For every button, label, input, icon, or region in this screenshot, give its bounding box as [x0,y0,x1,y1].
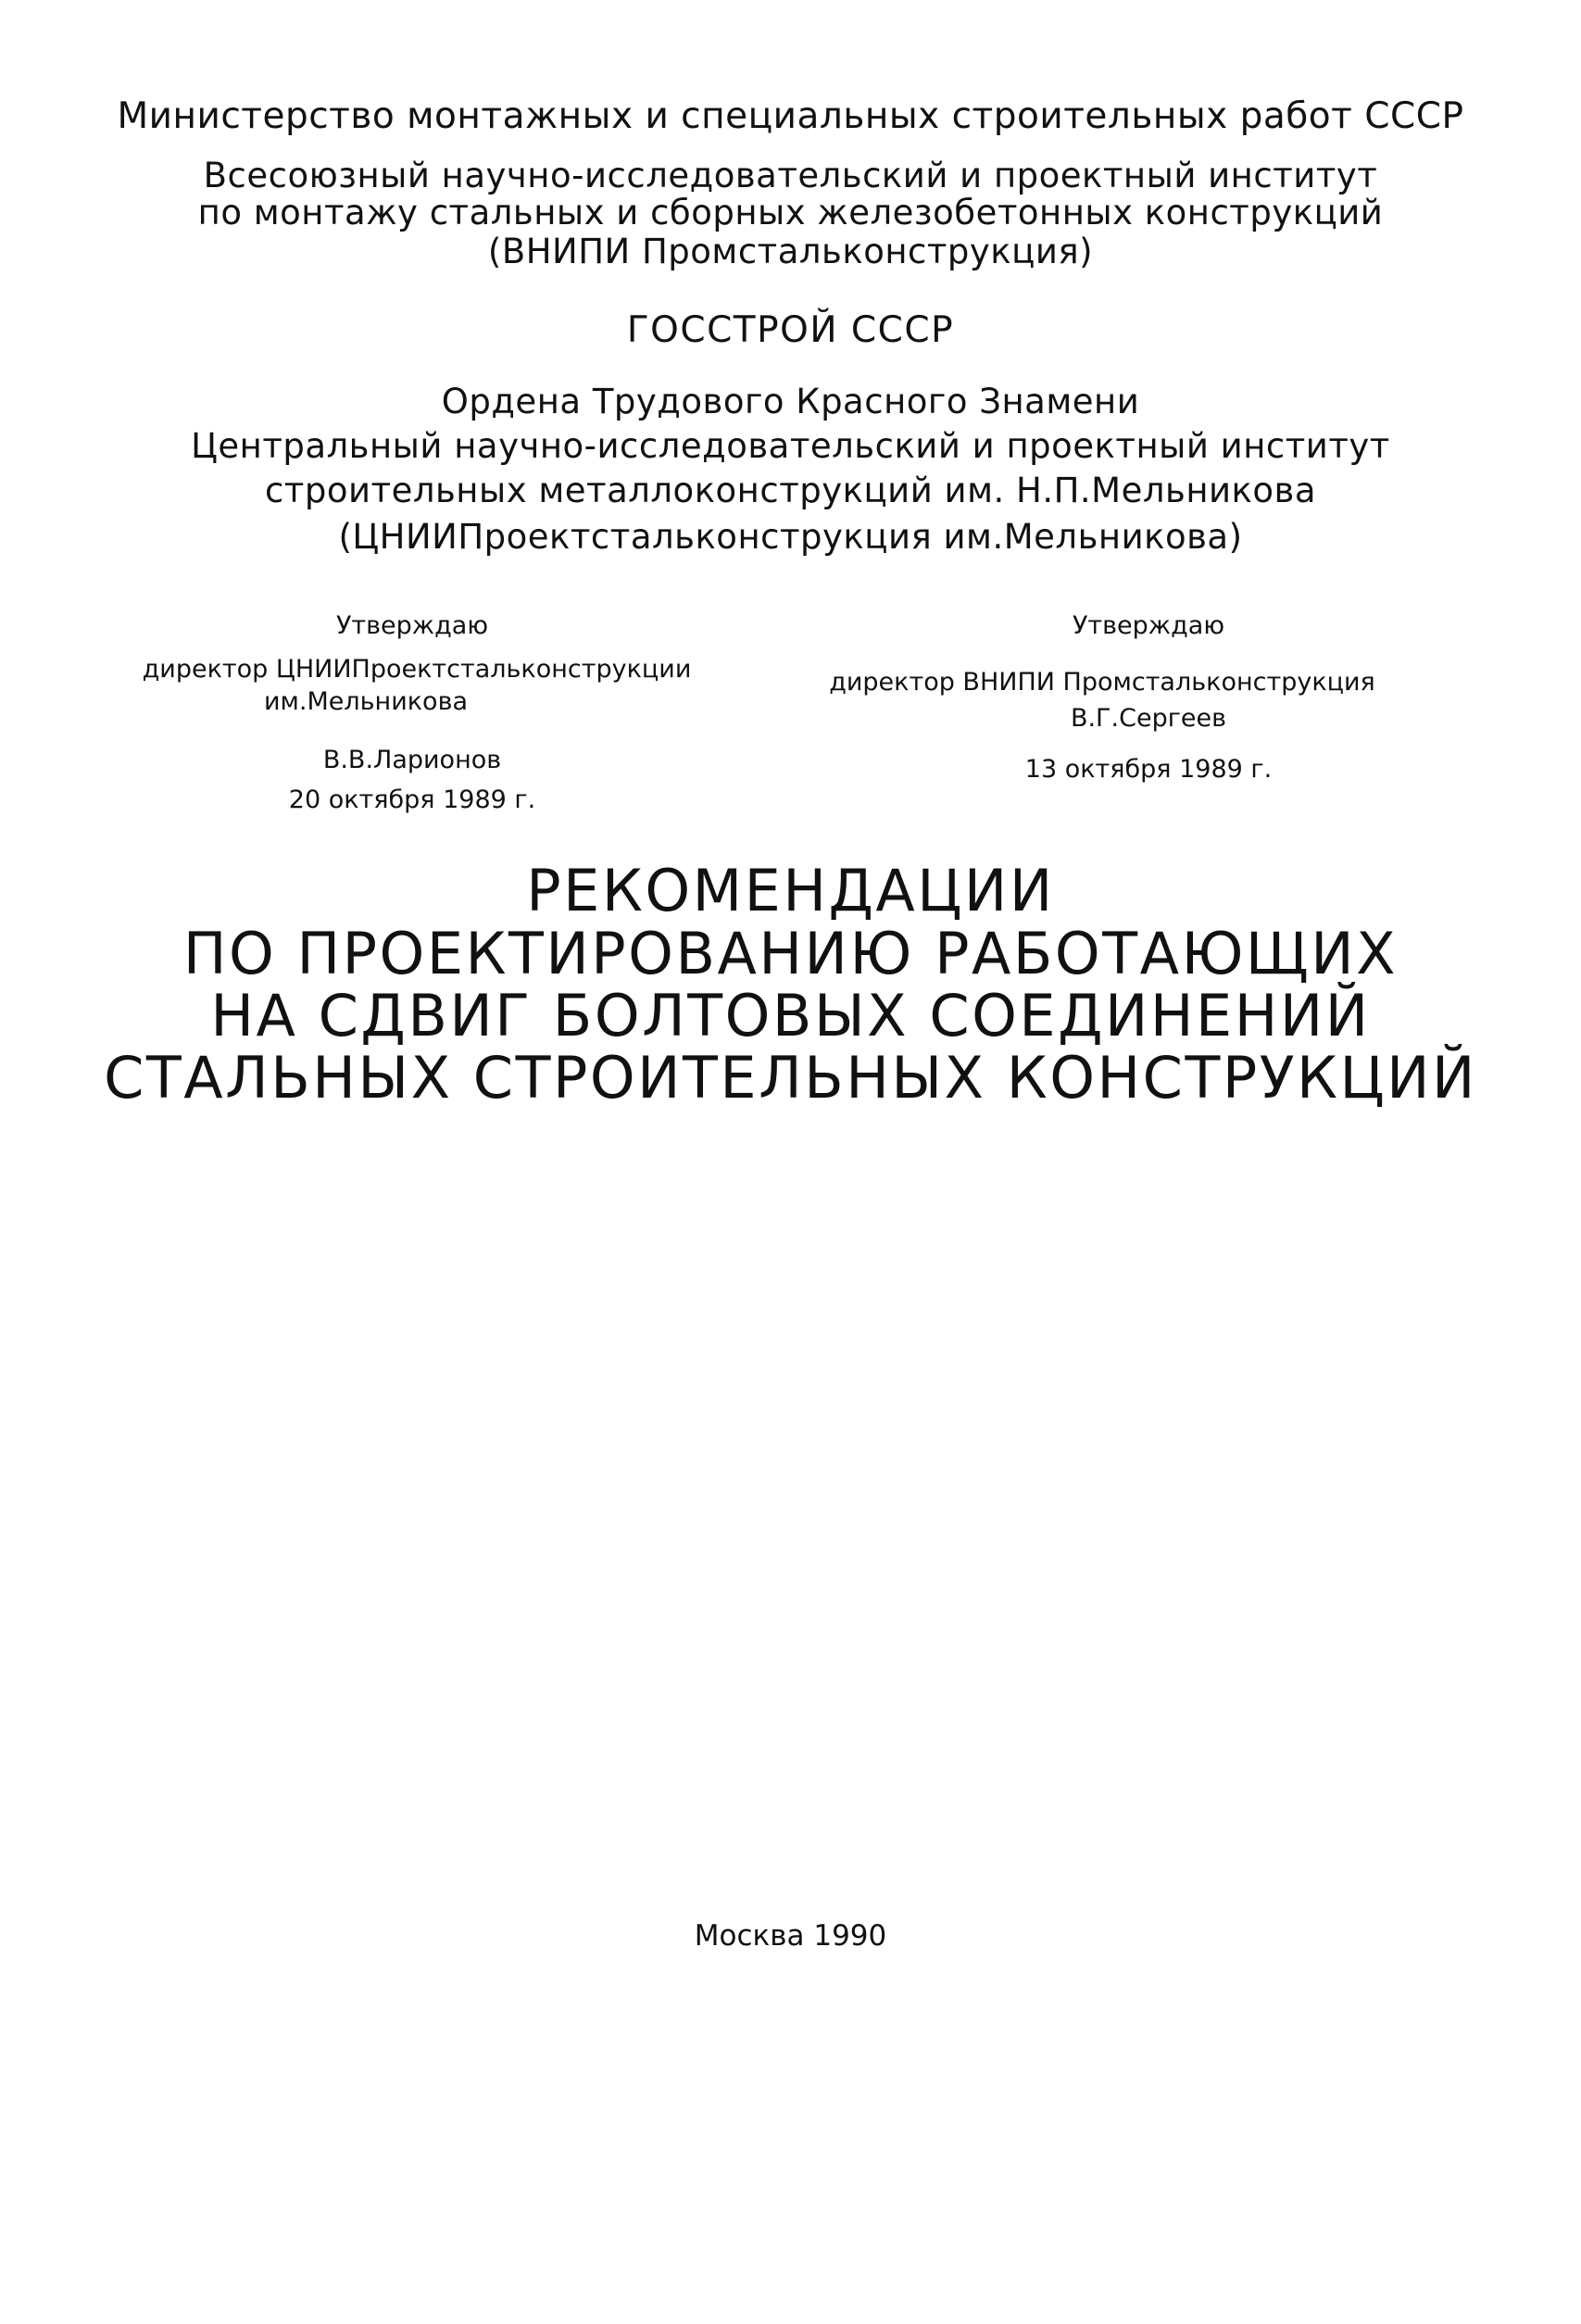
approval-right-approve: Утверждаю [1072,611,1225,640]
title-line1: РЕКОМЕНДАЦИИ [526,857,1055,924]
approval-right [759,611,1445,784]
approval-right-position: директор ВНИПИ Промстальконструкция [829,668,1375,697]
approval-left-approve: Утверждаю [335,611,489,640]
title-line3: НА СДВИГ БОЛТОВЫХ СОЕДИНЕНИЙ [210,982,1371,1049]
approval-left-position-line2: им.Мельникова [263,687,469,716]
city-year: Москва 1990 [694,1919,887,1953]
approval-left-name: В.В.Ларионов [322,746,502,774]
institute2-abbr: (ЦНИИПроектстальконструкция им.Мельникова) [338,517,1243,557]
institute1-line2: по монтажу стальных и сборных железобетонных конструкций [197,193,1384,232]
institute1-line1: Всесоюзный научно-исследовательский и проектный институт [203,156,1378,195]
gosstroy-heading: ГОССТРОЙ СССР [626,309,955,351]
approval-right-name: В.Г.Сергеев [1070,704,1227,733]
institute2-line2: строительных металлоконструкций им. Н.П.Мельникова [264,471,1317,510]
approval-left-date: 20 октября 1989 г. [288,785,536,814]
approval-left-position-line1: директор ЦНИИПроектстальконструкции [142,655,692,684]
title-line4: СТАЛЬНЫХ СТРОИТЕЛЬНЫХ КОНСТРУКЦИЙ [104,1044,1477,1112]
title-line2: ПО ПРОЕКТИРОВАНИЮ РАБОТАЮЩИХ [182,920,1399,987]
approval-right-date: 13 октября 1989 г. [1024,755,1273,784]
ministry-name: Министерство монтажных и специальных строительных работ СССР [117,95,1464,137]
order-name: Ордена Трудового Красного Знамени [441,382,1140,421]
institute2-line1: Центральный научно-исследовательский и проектный институт [191,426,1390,466]
approval-left [102,611,732,814]
institute1-abbr: (ВНИПИ Промстальконструкция) [487,232,1094,271]
